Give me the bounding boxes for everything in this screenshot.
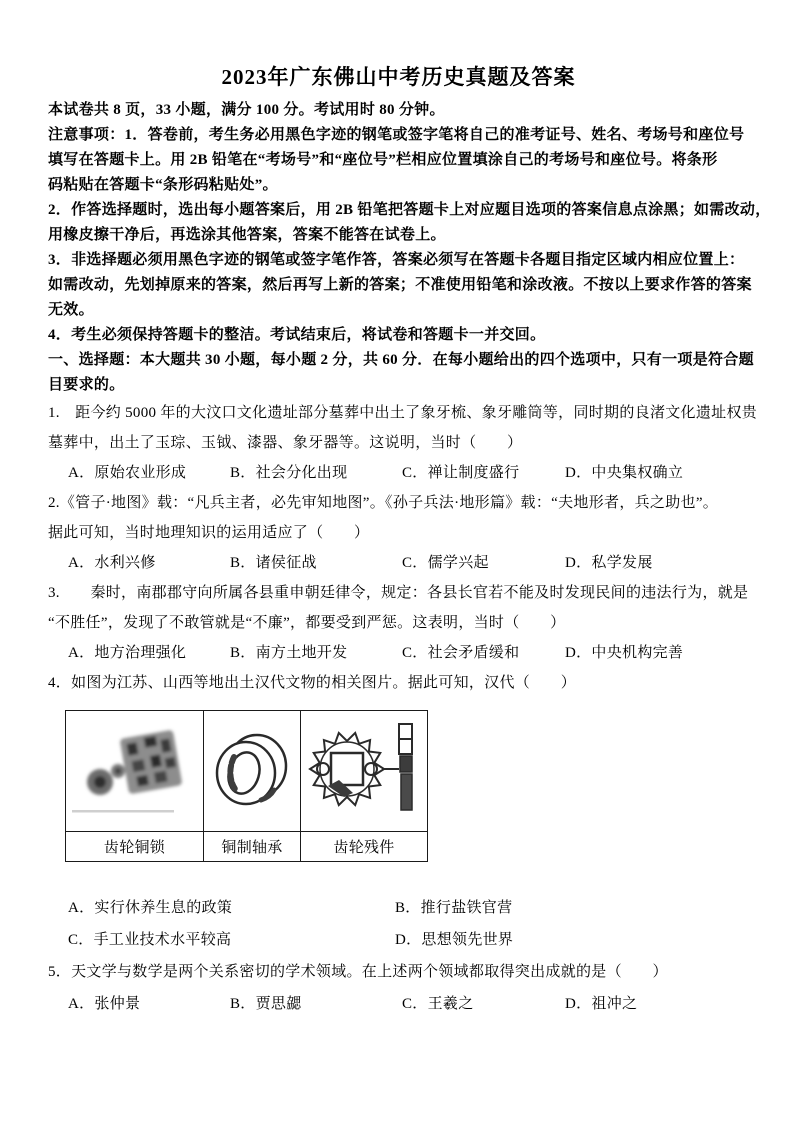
option-item: B．社会分化出现 <box>230 465 348 481</box>
question-4-options <box>48 892 749 956</box>
artifact-cell-bearing <box>204 711 301 832</box>
notice-line: 2．作答选择题时，选出每小题答案后，用 2B 铅笔把答题卡上对应题目选项的答案信息点涂黑；如需改动， <box>48 202 771 218</box>
notice-section <box>48 123 771 348</box>
option-item: C．王羲之 <box>402 996 474 1012</box>
artifact-caption: 齿轮残件 <box>301 832 428 862</box>
artifact-image-row <box>66 711 428 832</box>
artifact-caption: 齿轮铜锁 <box>66 832 204 862</box>
notice-line: 注意事项：1．答卷前，考生务必用黑色字迹的钢笔或签字笔将自己的准考证号、姓名、考场号和座位号 <box>48 127 745 143</box>
notice-line: 如需改动，先划掉原来的答案，然后再写上新的答案；不准使用铅笔和涂改液。不按以上要求作答的答案 <box>48 277 752 293</box>
option-item: D．私学发展 <box>565 555 653 571</box>
option-item: A．实行休养生息的政策 <box>68 900 233 916</box>
option-item: D．中央集权确立 <box>565 465 684 481</box>
option-item: C．社会矛盾缓和 <box>402 645 520 661</box>
question-line: 5．天文学与数学是两个关系密切的学术领域。在上述两个领域都取得突出成就的是（ ） <box>48 964 668 980</box>
artifact-caption-row <box>66 832 428 862</box>
notice-line: 无效。 <box>48 302 94 318</box>
question-line: 2.《管子·地图》载：“凡兵主者，必先审知地图”。《孙子兵法·地形篇》载：“夫地形者，兵之助也”。 <box>48 495 719 511</box>
notice-line: 码粘贴在答题卡“条形码粘贴处”。 <box>48 177 278 193</box>
question-line: “不胜任”，发现了不敢管就是“不廉”，都要受到严惩。这表明，当时（ ） <box>48 615 566 631</box>
question-2-options <box>48 548 749 578</box>
question-line: 据此可知，当时地理知识的运用适应了（ ） <box>48 525 370 541</box>
option-item: B．南方土地开发 <box>230 645 348 661</box>
page-title: 2023年广东佛山中考历史真题及答案 <box>221 65 576 89</box>
artifact-cell-gear-fragment <box>301 711 428 832</box>
option-item: A．张仲景 <box>68 996 141 1012</box>
gear-bronze-lock-photo <box>66 712 201 831</box>
question-5-options <box>48 988 749 1020</box>
question-4 <box>48 668 749 956</box>
artifact-cell-gear-lock <box>66 711 204 832</box>
option-item: D．中央机构完善 <box>565 645 684 661</box>
option-item: B．贾思勰 <box>230 996 302 1012</box>
artifact-table <box>65 710 428 862</box>
option-item: C．儒学兴起 <box>402 555 489 571</box>
option-item: C．手工业技术水平较高 <box>68 932 232 948</box>
question-line: 4．如图为江苏、山西等地出土汉代文物的相关图片。据此可知，汉代（ ） <box>48 675 577 691</box>
option-item: D．思想领先世界 <box>395 932 514 948</box>
option-item: A．水利兴修 <box>68 555 156 571</box>
notice-line: 3．非选择题必须用黑色字迹的钢笔或签字笔作答，答案必须写在答题卡各题目指定区域内相应位置上： <box>48 252 745 268</box>
section-heading <box>48 348 754 398</box>
question-line: 墓葬中，出土了玉琮、玉钺、漆器、象牙器等。这说明，当时（ ） <box>48 435 523 451</box>
question-3 <box>48 578 749 668</box>
option-item: B．推行盐铁官营 <box>395 900 513 916</box>
section-heading-line: 一、选择题：本大题共 30 小题，每小题 2 分，共 60 分．在每小题给出的四个选项中，只有一项是符合题 <box>48 352 754 368</box>
exam-info-line: 本试卷共 8 页，33 小题，满分 100 分。考试用时 80 分钟。 <box>48 102 445 118</box>
question-2 <box>48 488 749 578</box>
section-heading-line: 目要求的。 <box>48 377 125 393</box>
option-item: C．禅让制度盛行 <box>402 465 520 481</box>
question-line: 3. 秦时，南郡郡守向所属各县重申朝廷律令，规定：各县长官若不能及时发现民间的违法行为，就是 <box>48 585 749 601</box>
option-item: D．祖冲之 <box>565 996 638 1012</box>
question-5 <box>48 956 749 1020</box>
notice-line: 填写在答题卡上。用 2B 铅笔在“考场号”和“座位号”栏相应位置填涂自己的考场号和座位号。将条形 <box>48 152 718 168</box>
bronze-bearing-photo <box>204 712 298 831</box>
question-line: 1. 距今约 5000 年的大汶口文化遗址部分墓葬中出土了象牙梳、象牙雕筒等，同时期的良渚文化遗址权贵 <box>48 405 758 421</box>
gear-fragment-photo <box>301 712 425 831</box>
notice-line: 用橡皮擦干净后，再选涂其他答案，答案不能答在试卷上。 <box>48 227 446 243</box>
artifact-caption: 铜制轴承 <box>204 832 301 862</box>
question-3-options <box>48 638 749 668</box>
option-item: A．地方治理强化 <box>68 645 187 661</box>
option-item: B．诸侯征战 <box>230 555 317 571</box>
notice-line: 4．考生必须保持答题卡的整洁。考试结束后，将试卷和答题卡一并交回。 <box>48 327 546 343</box>
exam-info-block <box>48 98 749 123</box>
question-1-options <box>48 458 749 488</box>
option-item: A．原始农业形成 <box>68 465 187 481</box>
question-1 <box>48 398 758 488</box>
